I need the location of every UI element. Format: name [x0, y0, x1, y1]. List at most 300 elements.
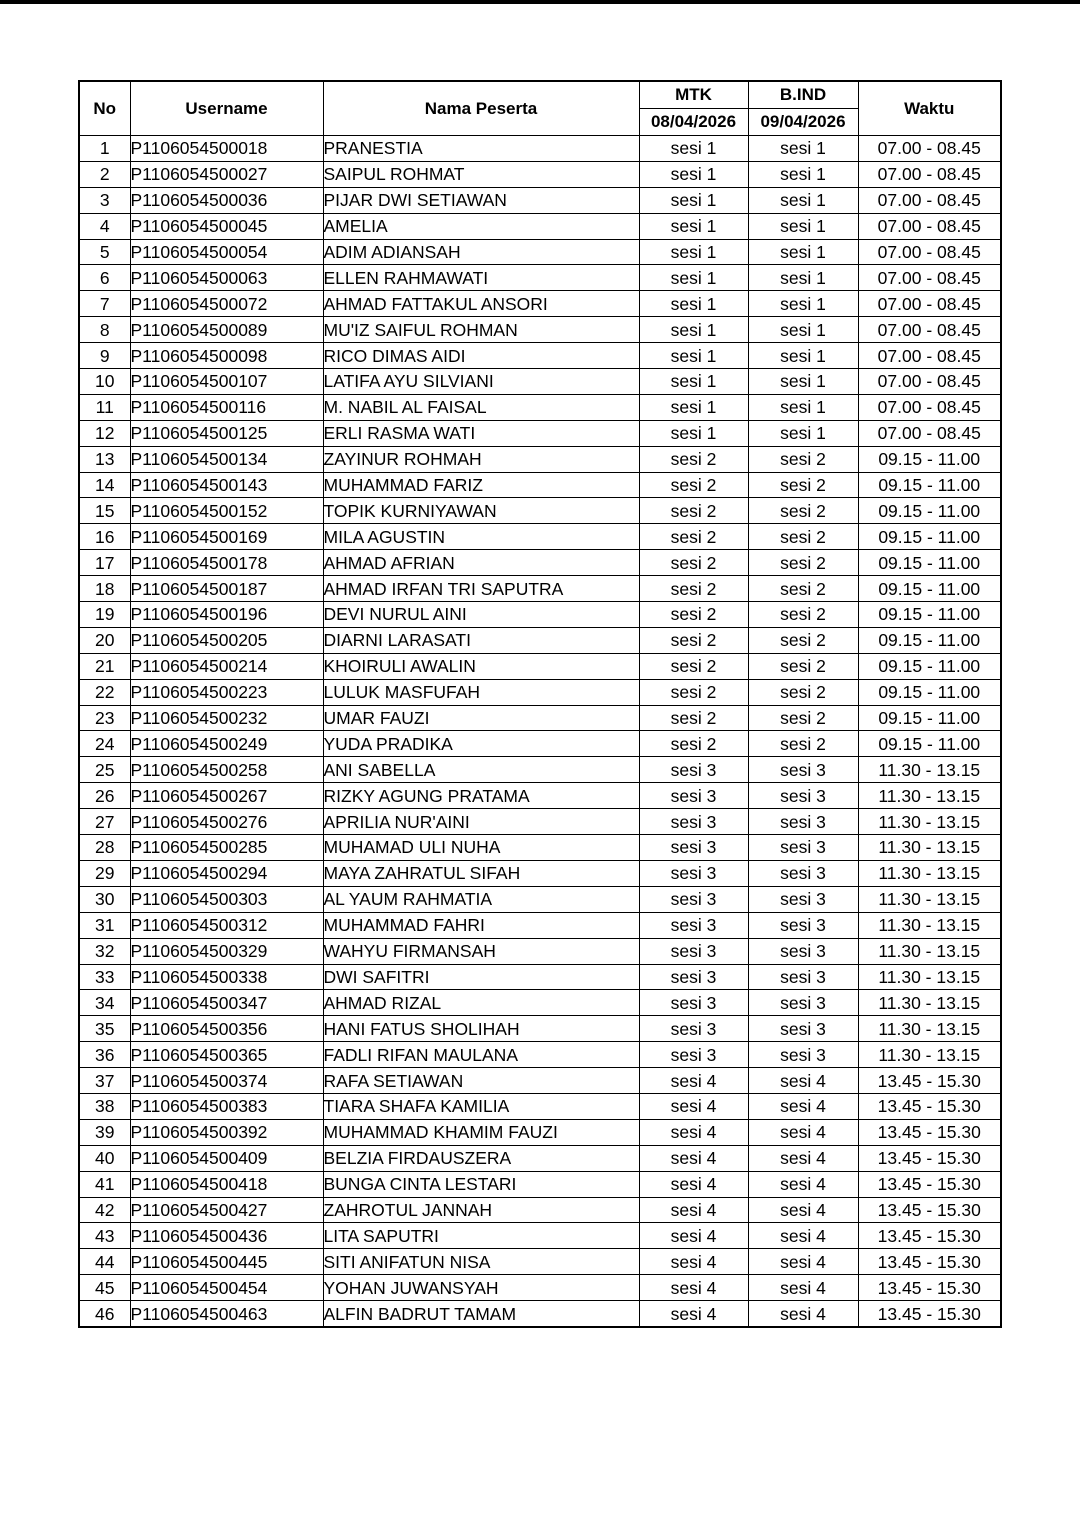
cell-no: 30 [79, 886, 130, 912]
cell-waktu: 11.30 - 13.15 [858, 938, 1001, 964]
cell-username: P1106054500027 [130, 161, 323, 187]
table-row [79, 1301, 1001, 1327]
cell-waktu: 07.00 - 08.45 [858, 317, 1001, 343]
cell-bind-sesi: sesi 2 [748, 627, 858, 653]
cell-username: P1106054500214 [130, 653, 323, 679]
cell-no: 22 [79, 679, 130, 705]
cell-waktu: 07.00 - 08.45 [858, 161, 1001, 187]
cell-waktu: 07.00 - 08.45 [858, 291, 1001, 317]
cell-waktu: 13.45 - 15.30 [858, 1093, 1001, 1119]
cell-nama-peserta: ERLI RASMA WATI [323, 420, 639, 446]
cell-bind-sesi: sesi 1 [748, 239, 858, 265]
cell-waktu: 11.30 - 13.15 [858, 1016, 1001, 1042]
cell-no: 21 [79, 653, 130, 679]
table-row [79, 1145, 1001, 1171]
cell-mtk-sesi: sesi 2 [639, 524, 748, 550]
cell-bind-sesi: sesi 1 [748, 161, 858, 187]
cell-waktu: 11.30 - 13.15 [858, 990, 1001, 1016]
cell-waktu: 13.45 - 15.30 [858, 1301, 1001, 1327]
cell-bind-sesi: sesi 1 [748, 265, 858, 291]
cell-no: 25 [79, 757, 130, 783]
cell-username: P1106054500089 [130, 317, 323, 343]
cell-mtk-sesi: sesi 4 [639, 1249, 748, 1275]
cell-mtk-sesi: sesi 1 [639, 291, 748, 317]
cell-nama-peserta: LATIFA AYU SILVIANI [323, 369, 639, 395]
cell-no: 13 [79, 446, 130, 472]
cell-nama-peserta: FADLI RIFAN MAULANA [323, 1042, 639, 1068]
cell-no: 1 [79, 136, 130, 162]
header-mtk: MTK [639, 81, 748, 109]
table-row [79, 317, 1001, 343]
cell-waktu: 09.15 - 11.00 [858, 679, 1001, 705]
cell-nama-peserta: MAYA ZAHRATUL SIFAH [323, 860, 639, 886]
cell-nama-peserta: DEVI NURUL AINI [323, 602, 639, 628]
cell-waktu: 09.15 - 11.00 [858, 602, 1001, 628]
table-row [79, 446, 1001, 472]
cell-waktu: 13.45 - 15.30 [858, 1119, 1001, 1145]
cell-nama-peserta: TIARA SHAFA KAMILIA [323, 1093, 639, 1119]
table-row [79, 1171, 1001, 1197]
table-row [79, 860, 1001, 886]
cell-mtk-sesi: sesi 1 [639, 420, 748, 446]
cell-username: P1106054500134 [130, 446, 323, 472]
header-bind: B.IND [748, 81, 858, 109]
table-row [79, 1249, 1001, 1275]
cell-bind-sesi: sesi 1 [748, 317, 858, 343]
cell-waktu: 07.00 - 08.45 [858, 394, 1001, 420]
cell-username: P1106054500267 [130, 783, 323, 809]
cell-no: 14 [79, 472, 130, 498]
cell-nama-peserta: SITI ANIFATUN NISA [323, 1249, 639, 1275]
table-row [79, 912, 1001, 938]
table-row [79, 705, 1001, 731]
cell-waktu: 11.30 - 13.15 [858, 835, 1001, 861]
cell-no: 34 [79, 990, 130, 1016]
cell-no: 8 [79, 317, 130, 343]
table-row [79, 602, 1001, 628]
cell-username: P1106054500294 [130, 860, 323, 886]
cell-nama-peserta: MUHAMMAD FAHRI [323, 912, 639, 938]
cell-bind-sesi: sesi 3 [748, 860, 858, 886]
table-row [79, 809, 1001, 835]
cell-bind-sesi: sesi 3 [748, 886, 858, 912]
cell-nama-peserta: PRANESTIA [323, 136, 639, 162]
cell-bind-sesi: sesi 4 [748, 1171, 858, 1197]
cell-mtk-sesi: sesi 1 [639, 187, 748, 213]
cell-waktu: 11.30 - 13.15 [858, 1042, 1001, 1068]
cell-username: P1106054500232 [130, 705, 323, 731]
cell-nama-peserta: UMAR FAUZI [323, 705, 639, 731]
cell-nama-peserta: RICO DIMAS AIDI [323, 343, 639, 369]
cell-username: P1106054500063 [130, 265, 323, 291]
cell-username: P1106054500143 [130, 472, 323, 498]
cell-mtk-sesi: sesi 3 [639, 757, 748, 783]
cell-no: 17 [79, 550, 130, 576]
cell-mtk-sesi: sesi 3 [639, 990, 748, 1016]
cell-username: P1106054500249 [130, 731, 323, 757]
cell-mtk-sesi: sesi 2 [639, 679, 748, 705]
cell-bind-sesi: sesi 2 [748, 653, 858, 679]
cell-username: P1106054500223 [130, 679, 323, 705]
cell-mtk-sesi: sesi 2 [639, 498, 748, 524]
cell-nama-peserta: MILA AGUSTIN [323, 524, 639, 550]
cell-bind-sesi: sesi 3 [748, 809, 858, 835]
cell-nama-peserta: AHMAD IRFAN TRI SAPUTRA [323, 576, 639, 602]
cell-waktu: 11.30 - 13.15 [858, 783, 1001, 809]
cell-bind-sesi: sesi 2 [748, 472, 858, 498]
cell-username: P1106054500409 [130, 1145, 323, 1171]
cell-bind-sesi: sesi 2 [748, 602, 858, 628]
cell-username: P1106054500427 [130, 1197, 323, 1223]
cell-nama-peserta: MUHAMMAD KHAMIM FAUZI [323, 1119, 639, 1145]
cell-nama-peserta: KHOIRULI AWALIN [323, 653, 639, 679]
cell-mtk-sesi: sesi 2 [639, 550, 748, 576]
table-body [79, 136, 1001, 1327]
header-no: No [79, 81, 130, 136]
cell-username: P1106054500285 [130, 835, 323, 861]
cell-username: P1106054500125 [130, 420, 323, 446]
cell-mtk-sesi: sesi 1 [639, 317, 748, 343]
cell-no: 31 [79, 912, 130, 938]
cell-bind-sesi: sesi 2 [748, 731, 858, 757]
table-row [79, 886, 1001, 912]
cell-no: 37 [79, 1068, 130, 1094]
cell-mtk-sesi: sesi 1 [639, 213, 748, 239]
participant-schedule-table [78, 80, 1002, 1328]
cell-waktu: 07.00 - 08.45 [858, 136, 1001, 162]
table-row [79, 239, 1001, 265]
cell-bind-sesi: sesi 2 [748, 498, 858, 524]
cell-mtk-sesi: sesi 2 [639, 653, 748, 679]
cell-bind-sesi: sesi 4 [748, 1145, 858, 1171]
cell-mtk-sesi: sesi 3 [639, 835, 748, 861]
table-row [79, 1068, 1001, 1094]
cell-bind-sesi: sesi 4 [748, 1093, 858, 1119]
cell-username: P1106054500303 [130, 886, 323, 912]
cell-username: P1106054500258 [130, 757, 323, 783]
cell-username: P1106054500187 [130, 576, 323, 602]
top-border-bar [0, 0, 1080, 4]
cell-mtk-sesi: sesi 4 [639, 1223, 748, 1249]
cell-waktu: 11.30 - 13.15 [858, 912, 1001, 938]
table-row [79, 394, 1001, 420]
cell-username: P1106054500454 [130, 1275, 323, 1301]
cell-no: 19 [79, 602, 130, 628]
cell-waktu: 13.45 - 15.30 [858, 1171, 1001, 1197]
cell-waktu: 13.45 - 15.30 [858, 1249, 1001, 1275]
cell-bind-sesi: sesi 1 [748, 291, 858, 317]
table-row [79, 161, 1001, 187]
cell-no: 33 [79, 964, 130, 990]
cell-mtk-sesi: sesi 4 [639, 1171, 748, 1197]
cell-bind-sesi: sesi 2 [748, 524, 858, 550]
cell-mtk-sesi: sesi 2 [639, 705, 748, 731]
cell-username: P1106054500098 [130, 343, 323, 369]
cell-no: 18 [79, 576, 130, 602]
cell-nama-peserta: BUNGA CINTA LESTARI [323, 1171, 639, 1197]
table-row [79, 1197, 1001, 1223]
cell-mtk-sesi: sesi 3 [639, 964, 748, 990]
cell-username: P1106054500276 [130, 809, 323, 835]
table-row [79, 420, 1001, 446]
cell-no: 3 [79, 187, 130, 213]
cell-username: P1106054500418 [130, 1171, 323, 1197]
cell-nama-peserta: SAIPUL ROHMAT [323, 161, 639, 187]
table-row [79, 1275, 1001, 1301]
cell-nama-peserta: WAHYU FIRMANSAH [323, 938, 639, 964]
table-row [79, 1119, 1001, 1145]
cell-bind-sesi: sesi 3 [748, 835, 858, 861]
cell-nama-peserta: RIZKY AGUNG PRATAMA [323, 783, 639, 809]
cell-nama-peserta: PIJAR DWI SETIAWAN [323, 187, 639, 213]
cell-waktu: 09.15 - 11.00 [858, 576, 1001, 602]
cell-no: 9 [79, 343, 130, 369]
cell-mtk-sesi: sesi 3 [639, 809, 748, 835]
cell-nama-peserta: MUHAMAD ULI NUHA [323, 835, 639, 861]
cell-no: 27 [79, 809, 130, 835]
cell-no: 26 [79, 783, 130, 809]
cell-mtk-sesi: sesi 3 [639, 912, 748, 938]
cell-username: P1106054500036 [130, 187, 323, 213]
cell-waktu: 09.15 - 11.00 [858, 472, 1001, 498]
cell-username: P1106054500356 [130, 1016, 323, 1042]
cell-username: P1106054500196 [130, 602, 323, 628]
cell-waktu: 07.00 - 08.45 [858, 420, 1001, 446]
cell-bind-sesi: sesi 1 [748, 136, 858, 162]
table-row [79, 136, 1001, 162]
cell-bind-sesi: sesi 4 [748, 1197, 858, 1223]
cell-waktu: 07.00 - 08.45 [858, 239, 1001, 265]
cell-username: P1106054500347 [130, 990, 323, 1016]
cell-waktu: 11.30 - 13.15 [858, 757, 1001, 783]
table-row [79, 472, 1001, 498]
cell-mtk-sesi: sesi 2 [639, 602, 748, 628]
cell-no: 32 [79, 938, 130, 964]
cell-waktu: 09.15 - 11.00 [858, 446, 1001, 472]
cell-no: 35 [79, 1016, 130, 1042]
cell-no: 36 [79, 1042, 130, 1068]
cell-mtk-sesi: sesi 2 [639, 627, 748, 653]
cell-waktu: 09.15 - 11.00 [858, 524, 1001, 550]
cell-no: 20 [79, 627, 130, 653]
cell-no: 16 [79, 524, 130, 550]
cell-nama-peserta: TOPIK KURNIYAWAN [323, 498, 639, 524]
cell-bind-sesi: sesi 3 [748, 757, 858, 783]
cell-no: 7 [79, 291, 130, 317]
cell-username: P1106054500392 [130, 1119, 323, 1145]
cell-username: P1106054500107 [130, 369, 323, 395]
cell-waktu: 13.45 - 15.30 [858, 1275, 1001, 1301]
cell-nama-peserta: AMELIA [323, 213, 639, 239]
cell-nama-peserta: LITA SAPUTRI [323, 1223, 639, 1249]
cell-mtk-sesi: sesi 4 [639, 1145, 748, 1171]
cell-no: 42 [79, 1197, 130, 1223]
cell-waktu: 07.00 - 08.45 [858, 213, 1001, 239]
cell-no: 29 [79, 860, 130, 886]
cell-mtk-sesi: sesi 3 [639, 1016, 748, 1042]
cell-nama-peserta: ALFIN BADRUT TAMAM [323, 1301, 639, 1327]
table-row [79, 1042, 1001, 1068]
table-row [79, 498, 1001, 524]
cell-no: 39 [79, 1119, 130, 1145]
cell-no: 44 [79, 1249, 130, 1275]
cell-no: 41 [79, 1171, 130, 1197]
cell-username: P1106054500463 [130, 1301, 323, 1327]
cell-waktu: 09.15 - 11.00 [858, 627, 1001, 653]
cell-mtk-sesi: sesi 1 [639, 343, 748, 369]
cell-bind-sesi: sesi 4 [748, 1249, 858, 1275]
cell-bind-sesi: sesi 4 [748, 1068, 858, 1094]
cell-no: 40 [79, 1145, 130, 1171]
header-username: Username [130, 81, 323, 136]
cell-username: P1106054500445 [130, 1249, 323, 1275]
cell-nama-peserta: AL YAUM RAHMATIA [323, 886, 639, 912]
cell-nama-peserta: BELZIA FIRDAUSZERA [323, 1145, 639, 1171]
cell-waktu: 07.00 - 08.45 [858, 343, 1001, 369]
cell-waktu: 09.15 - 11.00 [858, 705, 1001, 731]
cell-username: P1106054500018 [130, 136, 323, 162]
cell-mtk-sesi: sesi 2 [639, 576, 748, 602]
cell-waktu: 09.15 - 11.00 [858, 653, 1001, 679]
cell-no: 38 [79, 1093, 130, 1119]
cell-nama-peserta: AHMAD FATTAKUL ANSORI [323, 291, 639, 317]
cell-bind-sesi: sesi 2 [748, 446, 858, 472]
cell-no: 46 [79, 1301, 130, 1327]
table-row [79, 731, 1001, 757]
cell-bind-sesi: sesi 4 [748, 1223, 858, 1249]
table-row [79, 783, 1001, 809]
cell-mtk-sesi: sesi 4 [639, 1068, 748, 1094]
cell-bind-sesi: sesi 3 [748, 783, 858, 809]
cell-username: P1106054500338 [130, 964, 323, 990]
cell-mtk-sesi: sesi 1 [639, 136, 748, 162]
cell-waktu: 07.00 - 08.45 [858, 187, 1001, 213]
table-row [79, 550, 1001, 576]
header-bind-date: 09/04/2026 [748, 109, 858, 136]
cell-mtk-sesi: sesi 4 [639, 1119, 748, 1145]
table-row [79, 1093, 1001, 1119]
cell-nama-peserta: DIARNI LARASATI [323, 627, 639, 653]
cell-mtk-sesi: sesi 1 [639, 394, 748, 420]
cell-nama-peserta: APRILIA NUR'AINI [323, 809, 639, 835]
table-row [79, 291, 1001, 317]
cell-nama-peserta: AHMAD AFRIAN [323, 550, 639, 576]
cell-mtk-sesi: sesi 3 [639, 938, 748, 964]
cell-nama-peserta: AHMAD RIZAL [323, 990, 639, 1016]
cell-waktu: 09.15 - 11.00 [858, 498, 1001, 524]
table-row [79, 964, 1001, 990]
table-row [79, 757, 1001, 783]
cell-no: 24 [79, 731, 130, 757]
cell-mtk-sesi: sesi 4 [639, 1301, 748, 1327]
table-row [79, 265, 1001, 291]
cell-username: P1106054500205 [130, 627, 323, 653]
cell-bind-sesi: sesi 4 [748, 1275, 858, 1301]
cell-mtk-sesi: sesi 1 [639, 239, 748, 265]
cell-nama-peserta: MU'IZ SAIFUL ROHMAN [323, 317, 639, 343]
cell-bind-sesi: sesi 1 [748, 213, 858, 239]
table-header [79, 81, 1001, 136]
cell-bind-sesi: sesi 3 [748, 990, 858, 1016]
table-row [79, 213, 1001, 239]
cell-mtk-sesi: sesi 1 [639, 161, 748, 187]
cell-no: 43 [79, 1223, 130, 1249]
cell-waktu: 11.30 - 13.15 [858, 964, 1001, 990]
cell-no: 5 [79, 239, 130, 265]
cell-username: P1106054500054 [130, 239, 323, 265]
cell-bind-sesi: sesi 3 [748, 912, 858, 938]
cell-username: P1106054500178 [130, 550, 323, 576]
cell-bind-sesi: sesi 3 [748, 964, 858, 990]
cell-waktu: 11.30 - 13.15 [858, 886, 1001, 912]
cell-bind-sesi: sesi 4 [748, 1301, 858, 1327]
cell-nama-peserta: MUHAMMAD FARIZ [323, 472, 639, 498]
cell-bind-sesi: sesi 3 [748, 938, 858, 964]
cell-username: P1106054500045 [130, 213, 323, 239]
cell-username: P1106054500072 [130, 291, 323, 317]
table-row [79, 653, 1001, 679]
cell-waktu: 07.00 - 08.45 [858, 265, 1001, 291]
cell-nama-peserta: M. NABIL AL FAISAL [323, 394, 639, 420]
cell-no: 15 [79, 498, 130, 524]
cell-no: 6 [79, 265, 130, 291]
cell-no: 23 [79, 705, 130, 731]
cell-nama-peserta: RAFA SETIAWAN [323, 1068, 639, 1094]
cell-username: P1106054500329 [130, 938, 323, 964]
cell-username: P1106054500365 [130, 1042, 323, 1068]
cell-no: 12 [79, 420, 130, 446]
cell-bind-sesi: sesi 2 [748, 550, 858, 576]
cell-mtk-sesi: sesi 4 [639, 1093, 748, 1119]
cell-username: P1106054500374 [130, 1068, 323, 1094]
cell-no: 28 [79, 835, 130, 861]
cell-mtk-sesi: sesi 3 [639, 886, 748, 912]
cell-bind-sesi: sesi 2 [748, 679, 858, 705]
cell-bind-sesi: sesi 2 [748, 576, 858, 602]
cell-no: 11 [79, 394, 130, 420]
cell-no: 4 [79, 213, 130, 239]
cell-waktu: 13.45 - 15.30 [858, 1197, 1001, 1223]
cell-username: P1106054500152 [130, 498, 323, 524]
cell-bind-sesi: sesi 1 [748, 369, 858, 395]
cell-waktu: 09.15 - 11.00 [858, 731, 1001, 757]
table-row [79, 576, 1001, 602]
cell-mtk-sesi: sesi 1 [639, 369, 748, 395]
header-mtk-date: 08/04/2026 [639, 109, 748, 136]
cell-bind-sesi: sesi 1 [748, 343, 858, 369]
cell-bind-sesi: sesi 3 [748, 1042, 858, 1068]
table-row [79, 1223, 1001, 1249]
cell-no: 10 [79, 369, 130, 395]
cell-username: P1106054500383 [130, 1093, 323, 1119]
cell-username: P1106054500169 [130, 524, 323, 550]
table-row [79, 524, 1001, 550]
cell-waktu: 11.30 - 13.15 [858, 860, 1001, 886]
table-row [79, 938, 1001, 964]
cell-nama-peserta: ZAHROTUL JANNAH [323, 1197, 639, 1223]
table-row [79, 343, 1001, 369]
cell-waktu: 13.45 - 15.30 [858, 1068, 1001, 1094]
cell-nama-peserta: ANI SABELLA [323, 757, 639, 783]
cell-bind-sesi: sesi 4 [748, 1119, 858, 1145]
cell-waktu: 13.45 - 15.30 [858, 1145, 1001, 1171]
cell-nama-peserta: LULUK MASFUFAH [323, 679, 639, 705]
cell-username: P1106054500116 [130, 394, 323, 420]
cell-username: P1106054500312 [130, 912, 323, 938]
cell-mtk-sesi: sesi 2 [639, 472, 748, 498]
cell-mtk-sesi: sesi 2 [639, 731, 748, 757]
cell-nama-peserta: ZAYINUR ROHMAH [323, 446, 639, 472]
